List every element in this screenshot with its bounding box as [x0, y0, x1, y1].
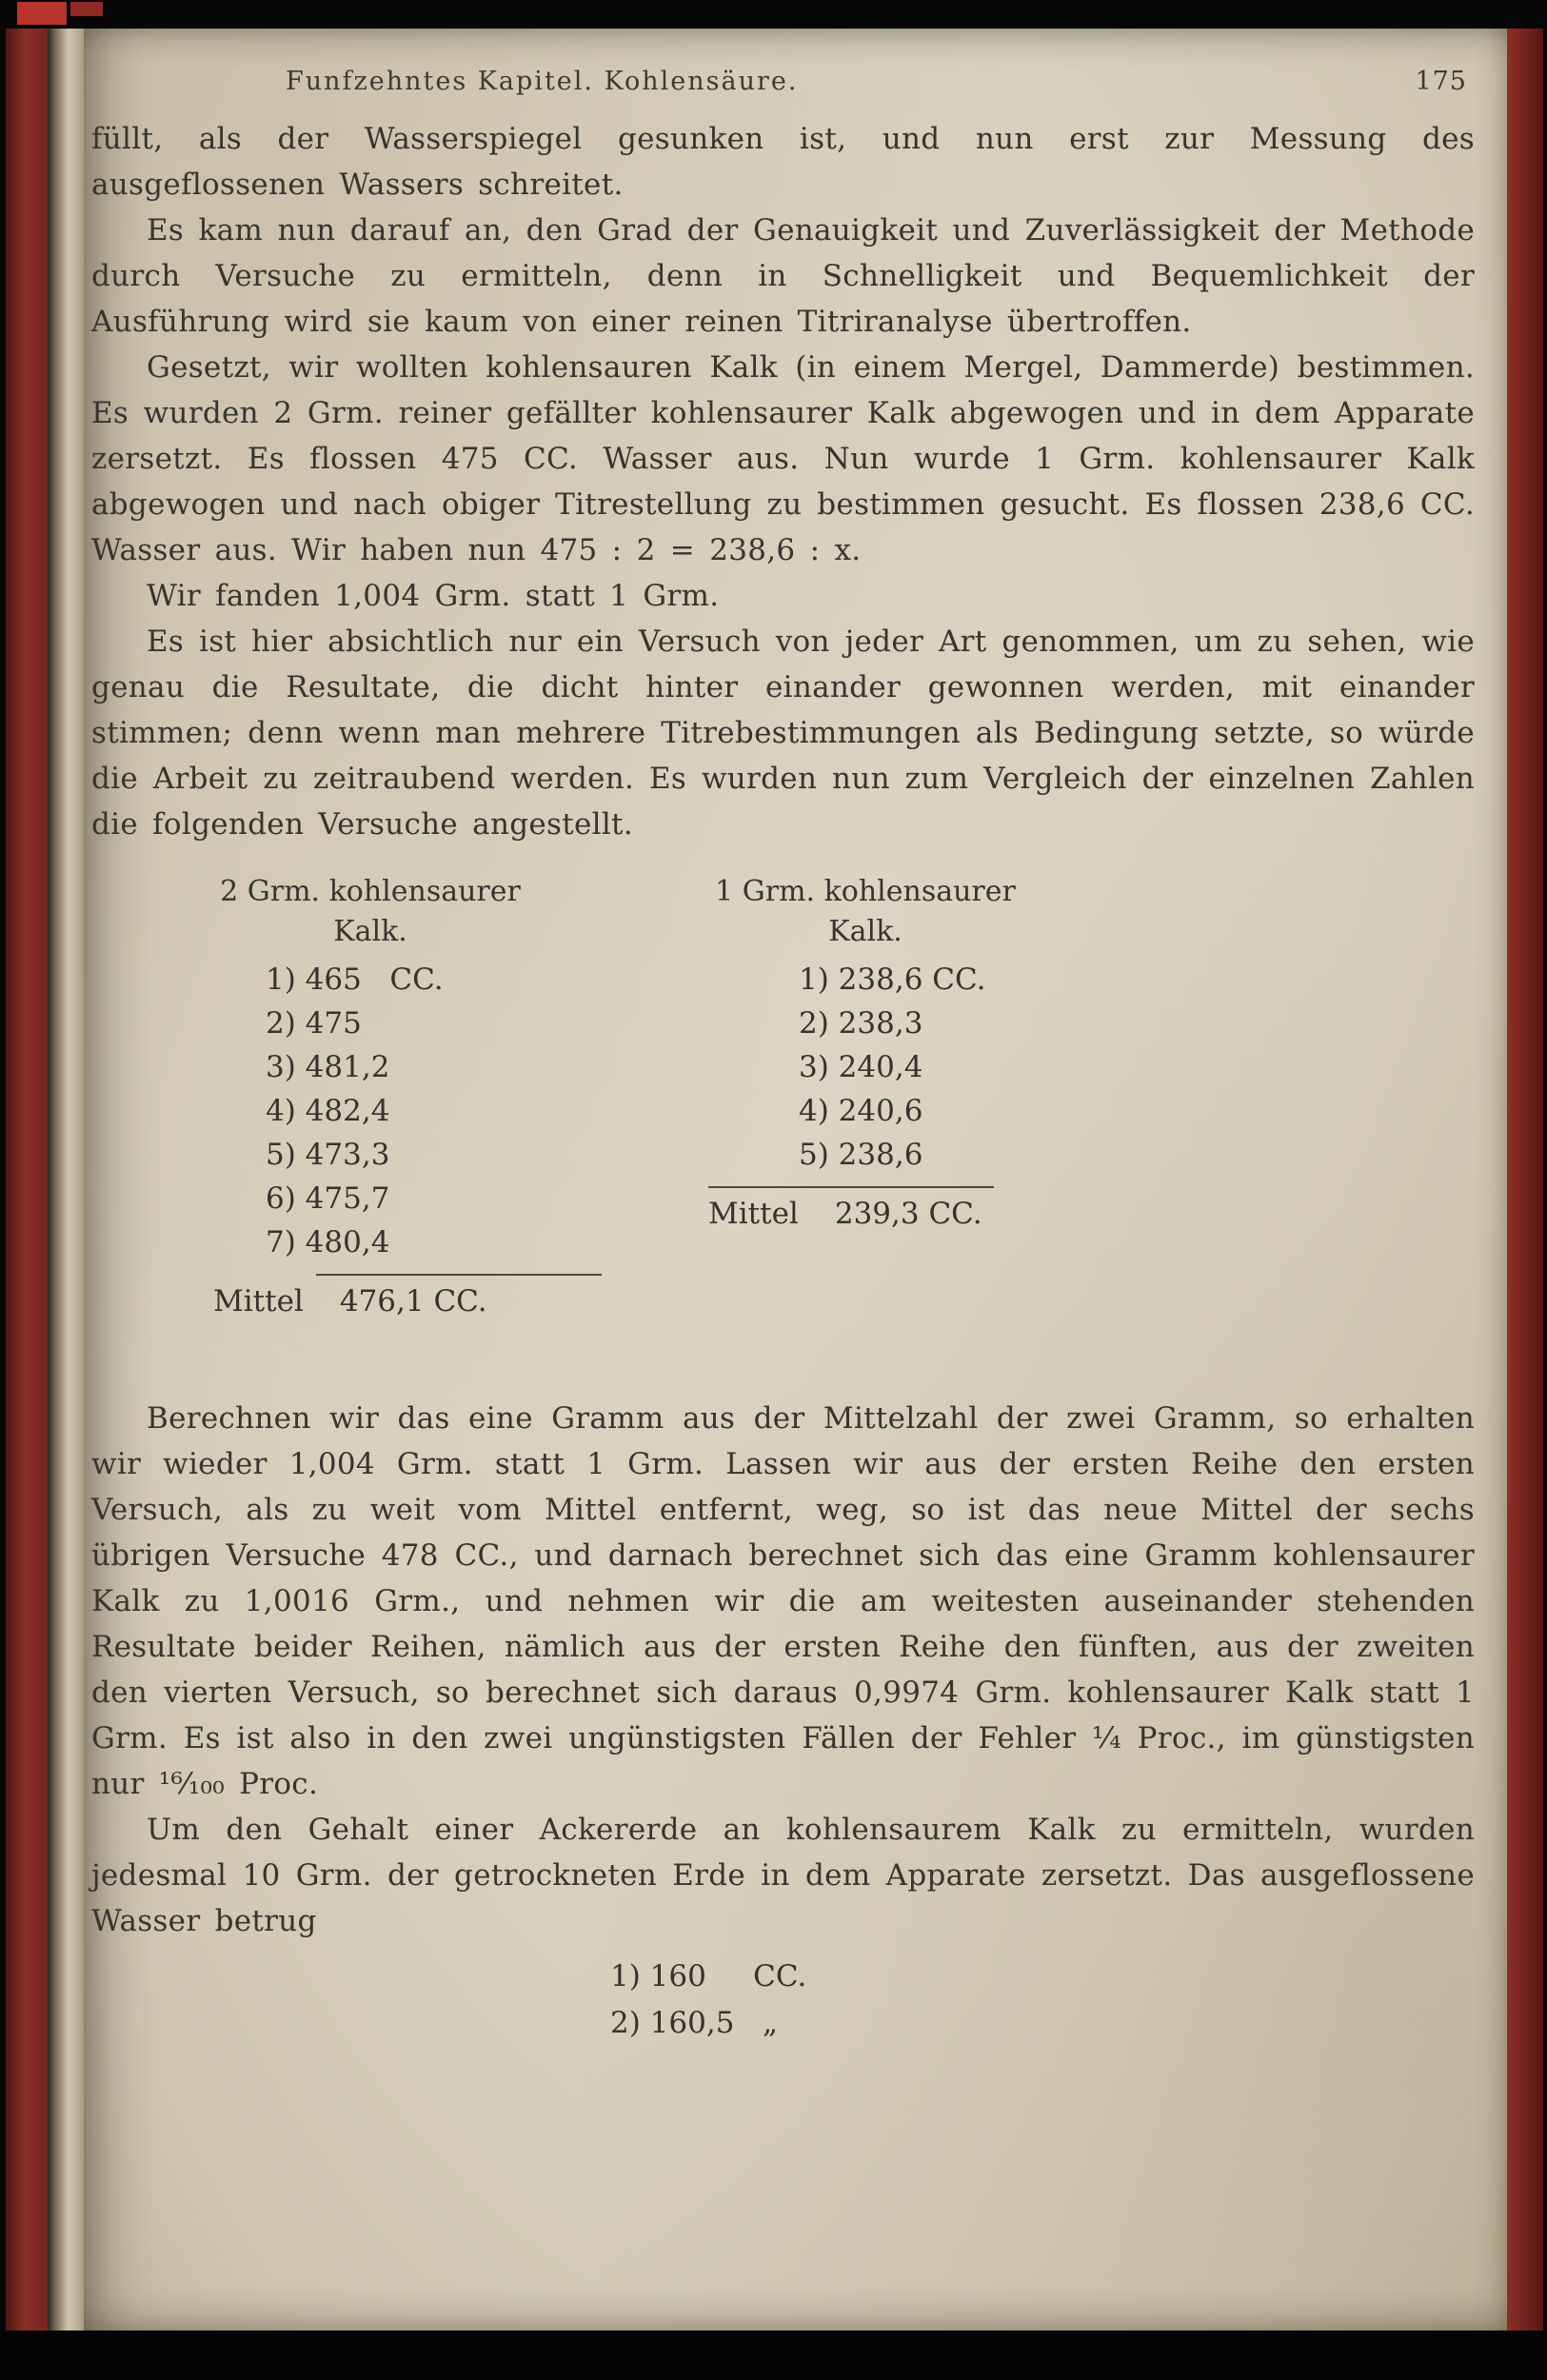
- table-row: 2) 238,3: [799, 1006, 923, 1041]
- book-cover-right-edge: [1505, 0, 1543, 2380]
- mittel-line-1grm: [708, 1192, 1108, 1236]
- paragraph-1: füllt, als der Wasserspiegel gesunken ist, und nun erst zur Messung des ausgeflossenen Wassers schreitet.: [91, 122, 1475, 202]
- cover-corner-red: [17, 2, 67, 25]
- table-row: 4) 240,6: [799, 1094, 923, 1128]
- final-measurement-row: 1) 160 CC.: [610, 1959, 807, 1993]
- table-row: 1) 465 CC.: [266, 962, 444, 997]
- paragraph-5: Es ist hier absichtlich nur ein Versuch von jeder Art genommen, um zu sehen, wie genau die Resultate, die dicht hinter einander gewonnen werden, mit einander stimmen; denn wenn man mehrere Titrebestimmungen als Bedingung setzte, so würde die Arbeit zu zeitraubend werden. Es wurden nun zum Vergleich der einzelnen Zahlen die folgenden Versuche angestellt.: [91, 625, 1475, 842]
- final-measurement-list: [91, 1954, 1475, 2047]
- table-row: 5) 238,6: [799, 1138, 923, 1172]
- table-row: 1) 238,6 CC.: [799, 962, 986, 997]
- final-measurement-row: 2) 160,5 „: [610, 2006, 779, 2040]
- body-text-lower: [91, 1396, 1475, 1944]
- table-row: 3) 481,2: [266, 1050, 390, 1084]
- running-head: [91, 67, 1475, 110]
- table-row: 2) 475: [266, 1006, 362, 1041]
- book-cover-left-edge: [6, 0, 50, 2380]
- column-header-line1: 1 Grm. kohlensaurer: [715, 875, 1016, 908]
- table-rows-2grm: [213, 958, 670, 1264]
- paragraph-2: Es kam nun darauf an, den Grad der Genauigkeit und Zuverlässigkeit der Methode durch Versuche zu ermitteln, denn in Schnelligkeit und Bequemlichkeit der Ausführung wird sie kaum von einer reinen Titriranalyse übertroffen.: [91, 213, 1475, 339]
- table-row: 3) 240,4: [799, 1050, 923, 1084]
- page-edge-stack: [48, 23, 86, 2336]
- sum-rule: [708, 1186, 994, 1188]
- mittel-label: Mittel: [708, 1197, 799, 1231]
- column-header-1grm: [708, 872, 1022, 952]
- paragraph-4: Wir fanden 1,004 Grm. statt 1 Grm.: [147, 579, 720, 613]
- scan-top-bar: [0, 0, 1547, 29]
- mittel-value: 476,1 CC.: [339, 1284, 487, 1319]
- table-row: 4) 482,4: [266, 1094, 390, 1128]
- sum-rule: [316, 1274, 602, 1276]
- table-column-2grm: [213, 872, 670, 1323]
- page-content: [91, 67, 1475, 2047]
- chapter-title: Funfzehntes Kapitel. Kohlensäure.: [286, 67, 799, 96]
- table-row: 7) 480,4: [266, 1225, 390, 1259]
- body-text: [91, 116, 1475, 847]
- column-header-line2: Kalk.: [333, 915, 407, 948]
- cover-corner-red-small: [70, 2, 103, 16]
- measurement-table: [91, 872, 1475, 1367]
- paragraph-7: Um den Gehalt einer Ackererde an kohlensaurem Kalk zu ermitteln, wurden jedesmal 10 Grm. der getrockneten Erde in dem Apparate zersetzt. Das ausgeflossene Wasser betrug: [91, 1813, 1475, 1938]
- table-row: 6) 475,7: [266, 1181, 390, 1216]
- table-row: 5) 473,3: [266, 1138, 390, 1172]
- table-column-1grm: [708, 872, 1108, 1236]
- column-header-line1: 2 Grm. kohlensaurer: [220, 875, 521, 908]
- paragraph-6: Berechnen wir das eine Gramm aus der Mittelzahl der zwei Gramm, so erhalten wir wieder 1,004 Grm. statt 1 Grm. Lassen wir aus der ersten Reihe den ersten Versuch, als zu weit vom Mittel entfernt, weg, so ist das neue Mittel der sechs übrigen Versuche 478 CC., und darnach berechnet sich das eine Gramm kohlensaurer Kalk zu 1,0016 Grm., und nehmen wir die am weitesten auseinander stehenden Resultate beider Reihen, nämlich aus der ersten Reihe den fünften, aus der zweiten den vierten Versuch, so berechnet sich daraus 0,9974 Grm. kohlensaurer Kalk statt 1 Grm. Es ist also in den zwei ungünstigsten Fällen der Fehler ¹⁄₄ Proc., im günstigsten nur ¹⁶⁄₁₀₀ Proc.: [91, 1401, 1475, 1801]
- mittel-value: 239,3 CC.: [834, 1197, 982, 1231]
- scan-bottom-bar: [0, 2330, 1547, 2380]
- mittel-label: Mittel: [213, 1284, 304, 1319]
- page-number: 175: [1415, 67, 1467, 96]
- mittel-line-2grm: [213, 1279, 670, 1323]
- paragraph-3: Gesetzt, wir wollten kohlensauren Kalk (in einem Mergel, Dammerde) bestimmen. Es wurden 2 Grm. reiner gefällter kohlensaurer Kalk abgewogen und in dem Apparate zersetzt. Es flossen 475 CC. Wasser aus. Nun wurde 1 Grm. kohlensaurer Kalk abgewogen und nach obiger Titrestellung zu bestimmen gesucht. Es flossen 238,6 CC. Wasser aus. Wir haben nun 475 : 2 = 238,6 : x.: [91, 350, 1475, 567]
- book-page: [84, 25, 1507, 2334]
- column-header-2grm: [213, 872, 527, 952]
- column-header-line2: Kalk.: [828, 915, 902, 948]
- table-rows-1grm: [708, 958, 1108, 1177]
